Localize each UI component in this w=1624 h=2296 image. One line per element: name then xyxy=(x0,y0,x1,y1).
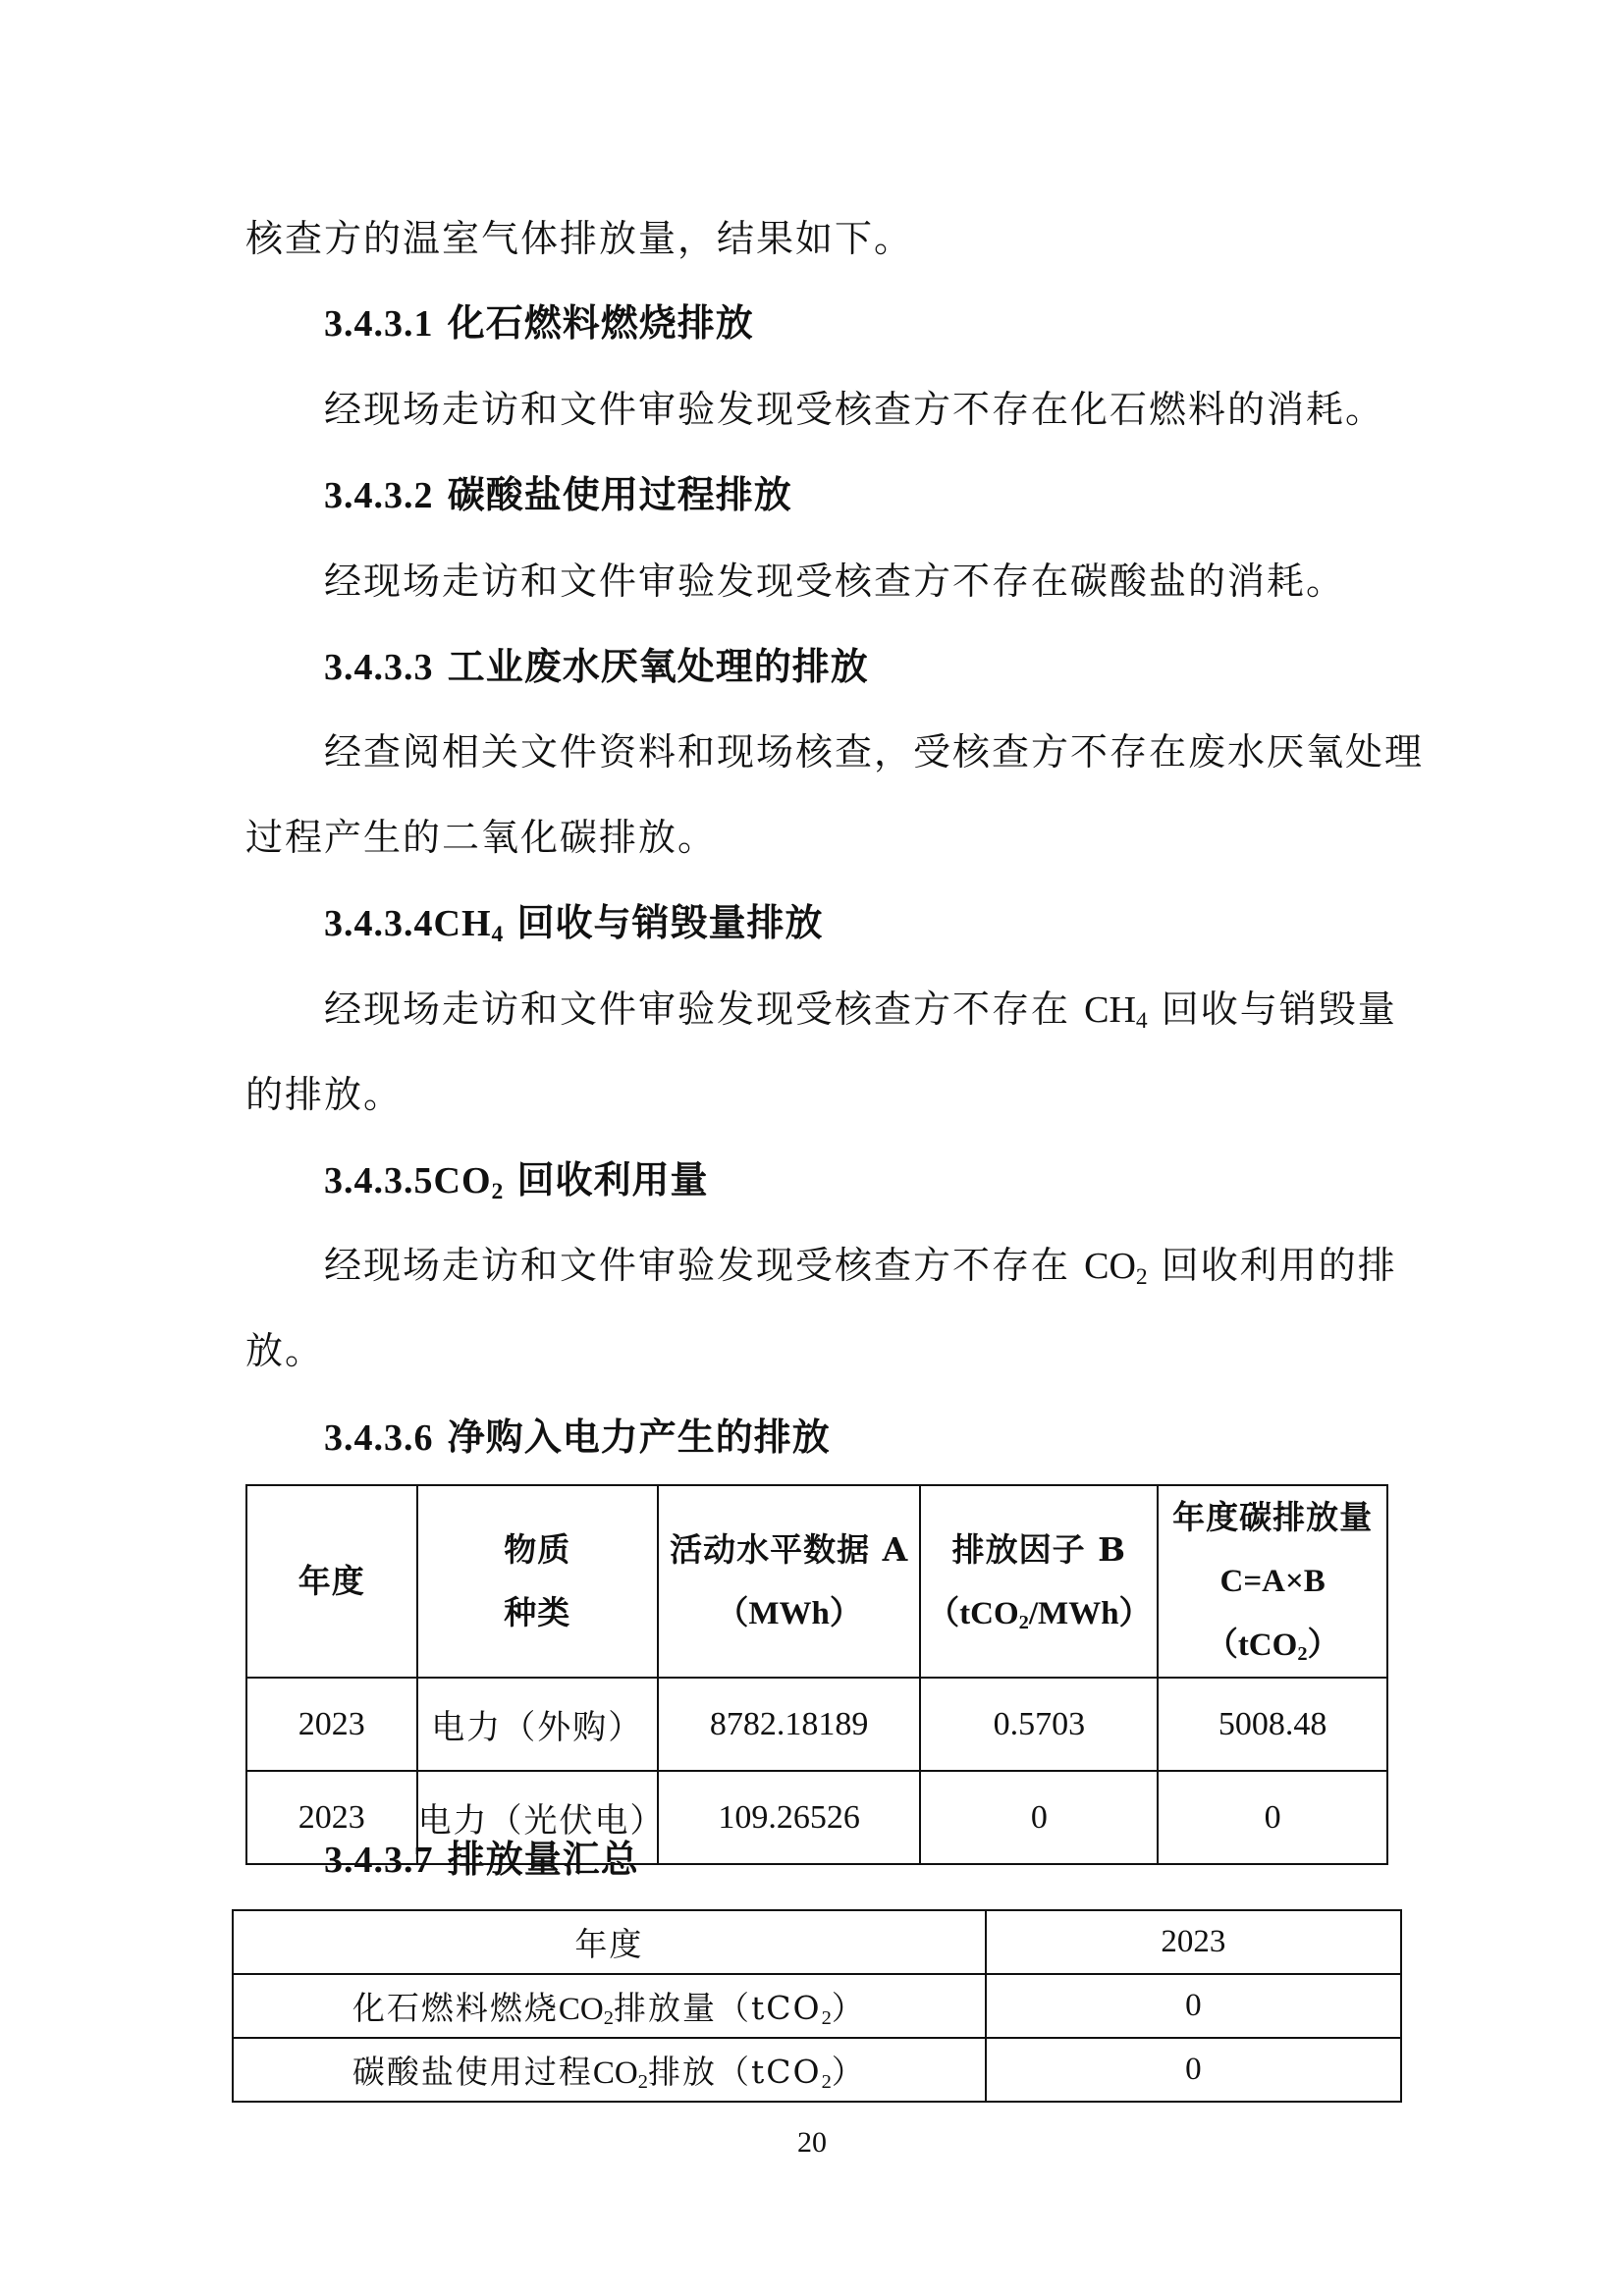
heading-3-4-3-6 xyxy=(324,1415,831,1460)
header-activity xyxy=(658,1485,921,1678)
table-row xyxy=(233,1974,1401,2038)
heading-number: 3.4.3.7 xyxy=(324,1840,434,1881)
heading-number: 3.4.3.2 xyxy=(324,475,434,516)
heading-3-4-3-3 xyxy=(324,645,869,689)
emission-summary-table xyxy=(232,1909,1402,2103)
paragraph: 经查阅相关文件资料和现场核查，受核查方不存在废水厌氧处理 xyxy=(324,730,1425,774)
cell-activity: 8782.18189 xyxy=(658,1678,921,1771)
table-header-row xyxy=(233,1910,1401,1974)
unit-text: （tCO xyxy=(927,1595,1019,1631)
paragraph xyxy=(324,1244,1397,1288)
header-line: 活动水平数据 A xyxy=(670,1529,909,1569)
heading-text: 回收利用量 xyxy=(516,1157,709,1201)
paragraph: 经现场走访和文件审验发现受核查方不存在碳酸盐的消耗。 xyxy=(324,560,1346,603)
header-line: 排放因子 B xyxy=(951,1529,1127,1569)
subscript: 2 xyxy=(603,2007,614,2030)
heading-3-4-3-2 xyxy=(324,473,792,517)
header-type xyxy=(417,1485,658,1678)
subscript: 2 xyxy=(1297,1643,1308,1666)
table-row xyxy=(246,1678,1387,1771)
heading-text: 工业废水厌氧处理的排放 xyxy=(447,644,869,688)
table-row xyxy=(233,2038,1401,2102)
electricity-emission-table xyxy=(245,1484,1388,1865)
text: 经现场走访和文件审验发现受核查方不存在 xyxy=(324,988,1071,1031)
header-line: 物质 xyxy=(504,1530,571,1569)
cell-year: 2023 xyxy=(246,1678,417,1771)
text: 经现场走访和文件审验发现受核查方不存在 xyxy=(324,1244,1071,1287)
paragraph-continuation: 的排放。 xyxy=(245,1073,404,1116)
header-line: （MWh） xyxy=(716,1595,862,1631)
heading-text: 净购入电力产生的排放 xyxy=(447,1415,831,1459)
paragraph-continuation: 放。 xyxy=(245,1329,325,1372)
heading-3-4-3-4 xyxy=(324,901,824,945)
formula: CO xyxy=(592,2056,638,2091)
heading-text: 化石燃料燃烧排放 xyxy=(447,300,754,345)
unit-text: ） xyxy=(1307,1628,1340,1663)
page-number: 20 xyxy=(797,2126,827,2159)
header-line: 年度碳排放量 xyxy=(1172,1498,1374,1536)
paragraph-continuation: 核查方的温室气体排放量，结果如下。 xyxy=(245,217,914,260)
heading-3-4-3-5 xyxy=(324,1158,709,1202)
header-line xyxy=(1205,1564,1340,1666)
subscript: 2 xyxy=(1018,1611,1029,1633)
cell-value: 0 xyxy=(986,2038,1401,2102)
heading-3-4-3-7 xyxy=(324,1838,639,1882)
header-line: 种类 xyxy=(504,1593,571,1631)
text: 碳酸盐使用过程 xyxy=(352,2053,593,2091)
header-value: 2023 xyxy=(986,1910,1401,1974)
subscript: 4 xyxy=(491,921,504,947)
cell-type: 电力（光伏电） xyxy=(417,1771,658,1864)
heading-number: 3.4.3.4CH xyxy=(324,903,492,944)
text: 排放（tCO xyxy=(647,2053,822,2091)
formula: CO xyxy=(558,1992,604,2027)
heading-number: 3.4.3.6 xyxy=(324,1417,434,1459)
subscript: 2 xyxy=(491,1178,504,1204)
cell-type: 电力（外购） xyxy=(417,1678,658,1771)
cell-label xyxy=(233,1974,986,2038)
cell-year: 2023 xyxy=(246,1771,417,1864)
heading-number: 3.4.3.1 xyxy=(324,303,434,345)
heading-text: 回收与销毁量排放 xyxy=(516,900,824,944)
heading-number: 3.4.3.3 xyxy=(324,647,434,688)
cell-activity: 109.26526 xyxy=(658,1771,921,1864)
paragraph: 经现场走访和文件审验发现受核查方不存在化石燃料的消耗。 xyxy=(324,388,1385,431)
header-factor xyxy=(920,1485,1158,1678)
header-year: 年度 xyxy=(246,1485,417,1678)
subscript: 2 xyxy=(821,2071,832,2094)
cell-label xyxy=(233,2038,986,2102)
text: 回收与销毁量 xyxy=(1161,988,1397,1031)
table-header-row xyxy=(246,1485,1387,1678)
text: ） xyxy=(831,2053,866,2091)
unit-text: /MWh） xyxy=(1028,1595,1152,1631)
heading-3-4-3-1 xyxy=(324,301,754,346)
subscript: 2 xyxy=(1135,1263,1148,1290)
cell-factor: 0.5703 xyxy=(920,1678,1158,1771)
paragraph xyxy=(324,988,1397,1032)
text: 排放量（tCO xyxy=(613,1989,822,2027)
unit-text: C=A×B（tCO xyxy=(1205,1564,1326,1663)
header-line xyxy=(927,1596,1151,1631)
header-emission xyxy=(1158,1485,1387,1678)
subscript: 2 xyxy=(637,2071,648,2094)
cell-emission: 5008.48 xyxy=(1158,1678,1387,1771)
cell-factor: 0 xyxy=(920,1771,1158,1864)
subscript: 4 xyxy=(1135,1007,1148,1034)
subscript: 2 xyxy=(821,2007,832,2030)
heading-number: 3.4.3.5CO xyxy=(324,1160,492,1201)
text: 回收利用的排 xyxy=(1161,1244,1397,1287)
paragraph-continuation: 过程产生的二氧化碳排放。 xyxy=(245,816,718,859)
cell-value: 0 xyxy=(986,1974,1401,2038)
cell-emission: 0 xyxy=(1158,1771,1387,1864)
formula: CH xyxy=(1084,989,1136,1031)
text: ） xyxy=(831,1989,866,2027)
text: 化石燃料燃烧 xyxy=(352,1989,559,2027)
heading-text: 碳酸盐使用过程排放 xyxy=(447,472,792,516)
formula: CO xyxy=(1084,1246,1136,1287)
heading-text: 排放量汇总 xyxy=(447,1837,639,1881)
header-label: 年度 xyxy=(233,1910,986,1974)
